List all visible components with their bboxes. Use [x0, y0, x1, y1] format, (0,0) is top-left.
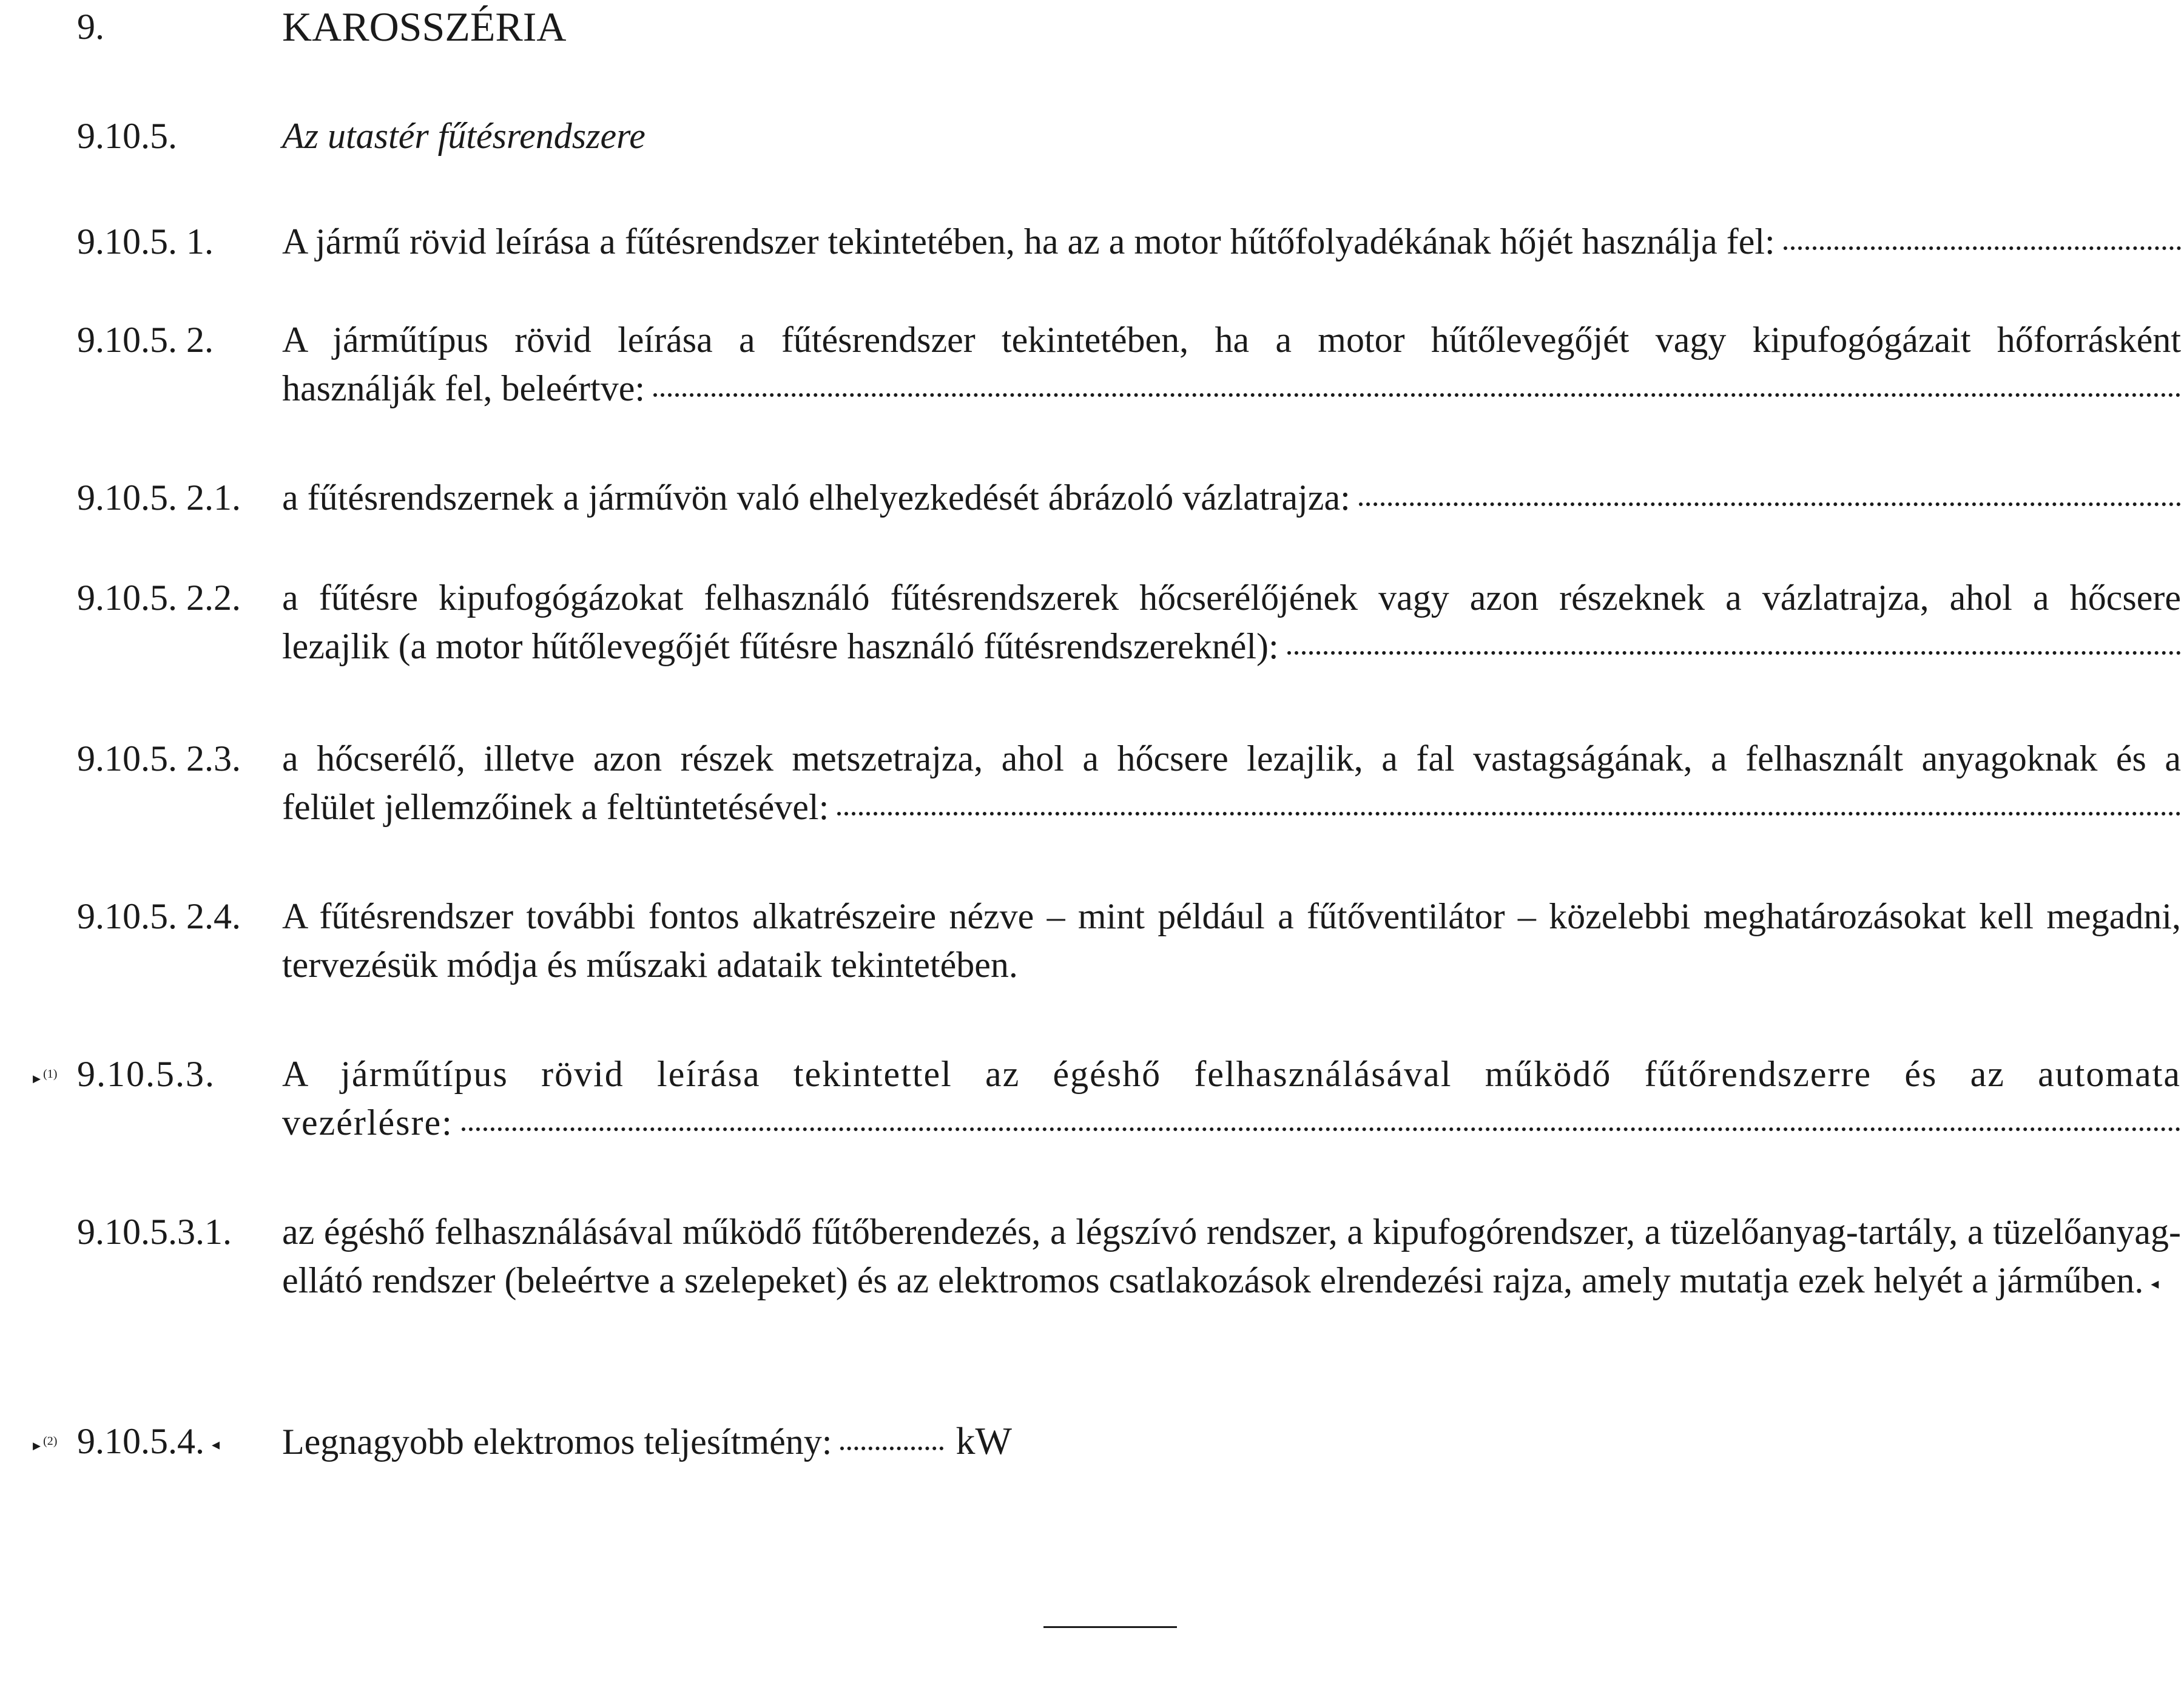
fill-in-dotted-line: [840, 1447, 943, 1450]
item-text: A jármű rövid leírása a fűtésrendszer tekintetében, ha az a motor hűtőfolyadékának hőjét használja fel:: [282, 221, 1775, 262]
item-text-line2: vezérlésre:: [282, 1103, 453, 1143]
item-text: a fűtésrendszernek a járművön való elhelyezkedését ábrázoló vázlatrajza:: [282, 478, 1350, 518]
item-number: 9.10.5. 2.2.: [77, 578, 241, 618]
fill-in-dotted-line: [1359, 502, 2181, 506]
item-text-line1: A járműtípus rövid leírása tekintettel az égéshő felhasználásával működő fűtőrendszerre és az automata: [282, 1054, 2181, 1094]
item-text-line1: a hőcserélő, illetve azon részek metszetrajza, ahol a hőcsere lezajlik, a fal vastagságának, a felhasznált anyagoknak és a: [282, 738, 2181, 779]
item-text-line1: a fűtésre kipufogógázokat felhasználó fűtésrendszerek hőcserélőjének vagy azon részeknek a vázlatrajza, ahol a hőcsere: [282, 578, 2181, 618]
fill-in-dotted-line: [653, 393, 2181, 397]
section-title: KAROSSZÉRIA: [282, 4, 567, 50]
fill-in-dotted-line: [1784, 246, 2181, 250]
amendment-start-marker: ▸ $^{(1)}$: [33, 1067, 58, 1087]
fill-in-dotted-line: [837, 812, 2181, 816]
item-text-line2: használják fel, beleértve:: [282, 368, 645, 408]
item-text-line2: lezajlik (a motor hűtőlevegőjét fűtésre használó fűtésrendszereknél):: [282, 626, 1279, 666]
unit-label: kW: [956, 1419, 1012, 1462]
item-text-line2: felület jellemzőinek a feltüntetésével:: [282, 787, 829, 827]
section-number: 9.: [77, 7, 104, 47]
item-text: A fűtésrendszer további fontos alkatrészeire nézve – mint például a fűtőventilátor – közelebbi meghatározásokat kell megadni, tervezésük módja és műszaki adataik tekintetében.: [282, 896, 2181, 985]
item-text: Legnagyobb elektromos teljesítmény:: [282, 1422, 832, 1462]
footnote-separator-rule: [1043, 1626, 1177, 1628]
item-text: az égéshő felhasználásával működő fűtőberendezés, a légszívó rendszer, a kipufogórendszer, a tüzelőanyag-tartály, a tüzelőanyag-ellátó rendszer (beleértve a szelepeket) és az elektromos csatlakozások elrendezési rajza, amely mutatja ezek helyét a járműben.: [282, 1212, 2181, 1300]
item-number: 9.10.5. 2.1.: [77, 478, 241, 518]
item-number: 9.10.5. 2.: [77, 320, 214, 360]
item-number: 9.10.5.4. ◂: [77, 1421, 220, 1461]
item-number: 9.10.5. 1.: [77, 221, 214, 262]
amendment-reference: (2): [43, 1434, 58, 1448]
subsection-number: 9.10.5.: [77, 116, 177, 156]
subsection-title: Az utastér fűtésrendszere: [282, 116, 645, 156]
amendment-end-marker: ◂: [212, 1436, 220, 1454]
item-text-line1: A járműtípus rövid leírása a fűtésrendszer tekintetében, ha a motor hűtőlevegőjét vagy kipufogógázait hőforrásként: [282, 320, 2181, 360]
amendment-start-marker: ▸ $^{(2)}$: [33, 1434, 58, 1454]
item-number: 9.10.5. 2.3.: [77, 738, 241, 779]
fill-in-dotted-line: [1287, 651, 2181, 655]
item-number: 9.10.5.3.1.: [77, 1212, 232, 1252]
amendment-end-marker: ◂: [2151, 1275, 2159, 1293]
item-number: 9.10.5.3.: [77, 1054, 215, 1094]
item-number: 9.10.5. 2.4.: [77, 896, 241, 936]
amendment-reference: (1): [43, 1067, 58, 1081]
fill-in-dotted-line: [462, 1127, 2181, 1131]
